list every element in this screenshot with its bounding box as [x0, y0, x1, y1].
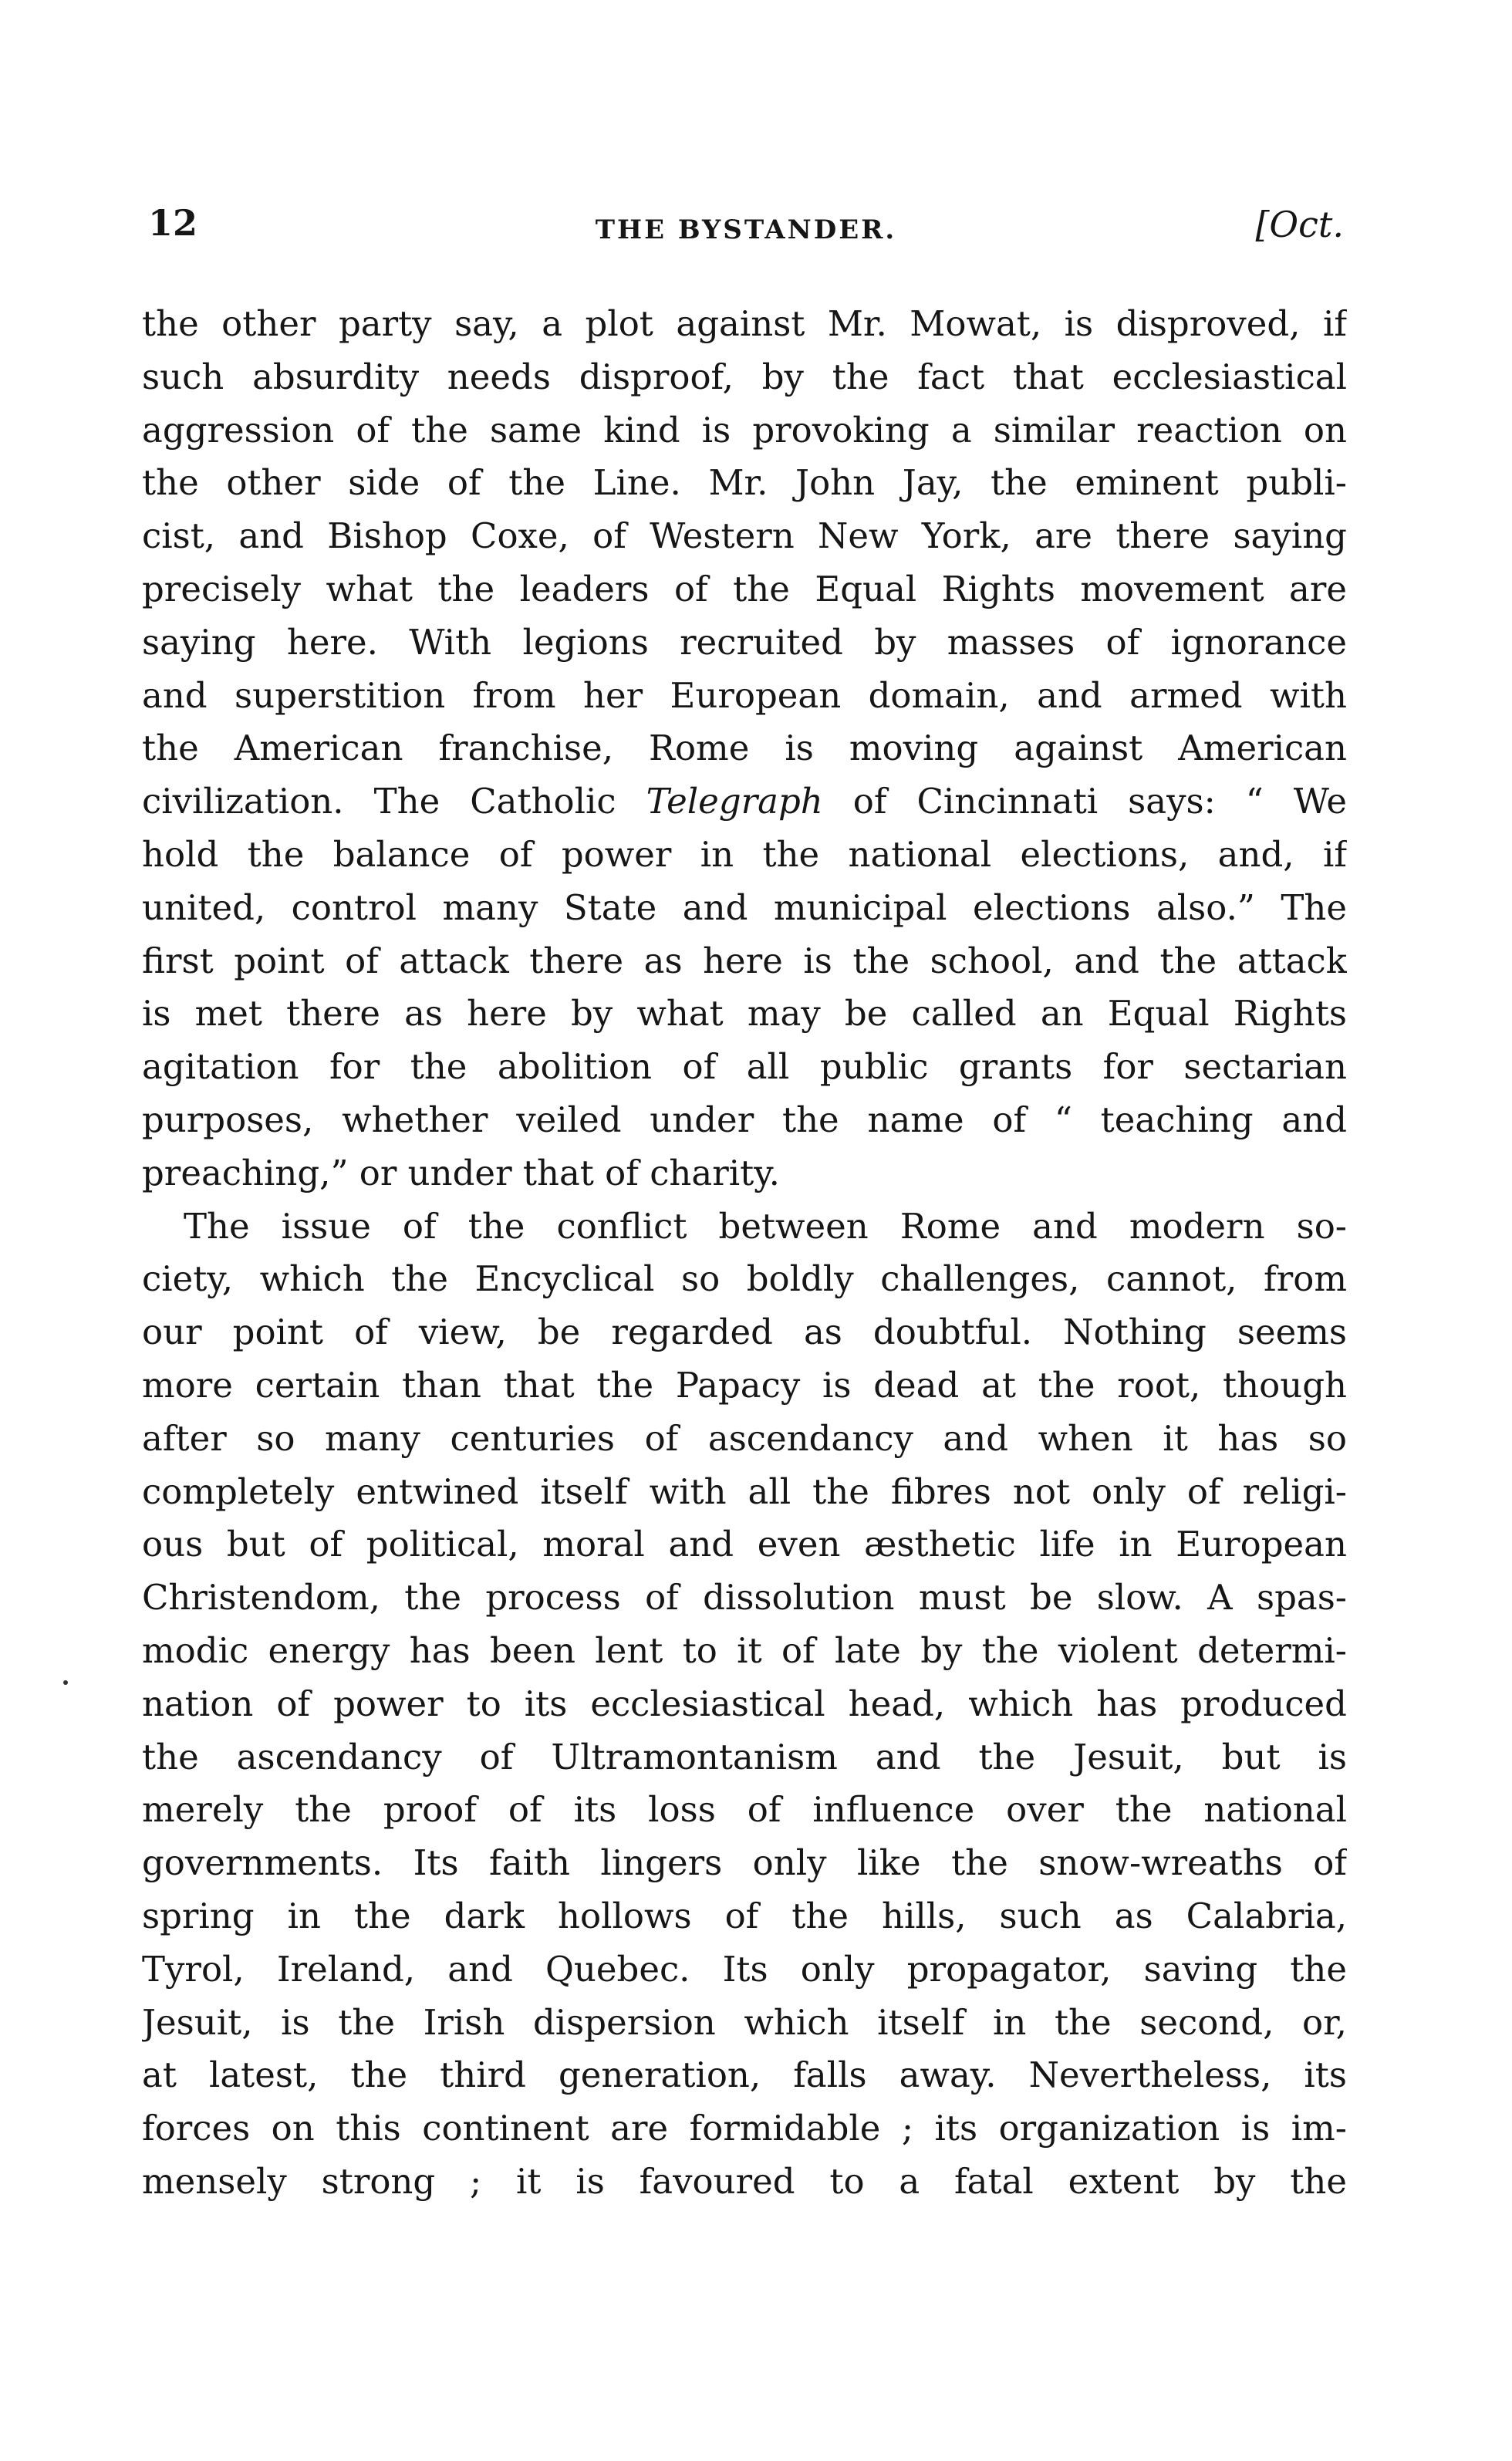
text-line: civilization. The Catholic Telegraph of Cincinnati says: “ We: [142, 781, 1347, 822]
text-line: completely entwined itself with all the fibres not only of religi-: [142, 1470, 1347, 1512]
paragraph-start-line: The issue of the conflict between Rome and modern so-: [184, 1205, 1347, 1247]
text-line: hold the balance of power in the national elections, and, if: [142, 833, 1347, 875]
text-line: after so many centuries of ascendancy and when it has so: [142, 1417, 1347, 1459]
text-line: purposes, whether veiled under the name of “ teaching and: [142, 1099, 1347, 1140]
running-title: THE BYSTANDER.: [595, 214, 897, 245]
running-date: [Oct.: [1255, 204, 1344, 245]
text-line: governments. Its faith lingers only like the snow-wreaths of: [142, 1842, 1347, 1884]
text-line: the other party say, a plot against Mr. Mowat, is disproved, if: [142, 303, 1347, 344]
text-line: precisely what the leaders of the Equal Rights movement are: [142, 568, 1347, 609]
text-line: mensely strong ; it is favoured to a fatal extent by the: [142, 2160, 1347, 2202]
body-text: [142, 298, 1347, 2209]
text-line: aggression of the same kind is provoking a similar reaction on: [142, 409, 1347, 451]
text-line: the other side of the Line. Mr. John Jay, the eminent publi-: [142, 462, 1347, 504]
page-header: [148, 202, 1344, 264]
margin-dot: [63, 1680, 68, 1685]
text-line: nation of power to its ecclesiastical head, which has produced: [142, 1683, 1347, 1724]
text-line: spring in the dark hollows of the hills, such as Calabria,: [142, 1895, 1347, 1936]
text-line: our point of view, be regarded as doubtful. Nothing seems: [142, 1312, 1347, 1353]
text-line: is met there as here by what may be called an Equal Rights: [142, 993, 1347, 1035]
text-line: first point of attack there as here is the school, and the attack: [142, 940, 1347, 981]
text-line: cist, and Bishop Coxe, of Western New York, are there saying: [142, 515, 1347, 557]
text-line: merely the proof of its loss of influence over the national: [142, 1789, 1347, 1831]
text-line: saying here. With legions recruited by masses of ignorance: [142, 621, 1347, 663]
text-line: forces on this continent are formidable ; its organization is im-: [142, 2108, 1347, 2149]
text-line: Christendom, the process of dissolution must be slow. A spas-: [142, 1577, 1347, 1619]
page-number: 12: [148, 202, 198, 244]
text-line: agitation for the abolition of all public grants for sectarian: [142, 1046, 1347, 1088]
text-line: at latest, the third generation, falls away. Nevertheless, its: [142, 2054, 1347, 2096]
paragraph-end-line: preaching,” or under that of charity.: [142, 1152, 780, 1193]
text-line: such absurdity needs disproof, by the fact that ecclesiastical: [142, 356, 1347, 397]
text-line: and superstition from her European domain, and armed with: [142, 674, 1347, 716]
text-line: modic energy has been lent to it of late by the violent determi-: [142, 1629, 1347, 1671]
text-line: Jesuit, is the Irish dispersion which itself in the second, or,: [142, 2001, 1347, 2043]
text-line: the American franchise, Rome is moving against American: [142, 727, 1347, 769]
text-line: ous but of political, moral and even æsthetic life in European: [142, 1524, 1347, 1565]
text-line: ciety, which the Encyclical so boldly challenges, cannot, from: [142, 1258, 1347, 1300]
text-line: united, control many State and municipal elections also.” The: [142, 886, 1347, 928]
text-line: the ascendancy of Ultramontanism and the Jesuit, but is: [142, 1736, 1347, 1777]
text-line: Tyrol, Ireland, and Quebec. Its only propagator, saving the: [142, 1948, 1347, 1990]
text-line: more certain than that the Papacy is dead at the root, though: [142, 1364, 1347, 1406]
